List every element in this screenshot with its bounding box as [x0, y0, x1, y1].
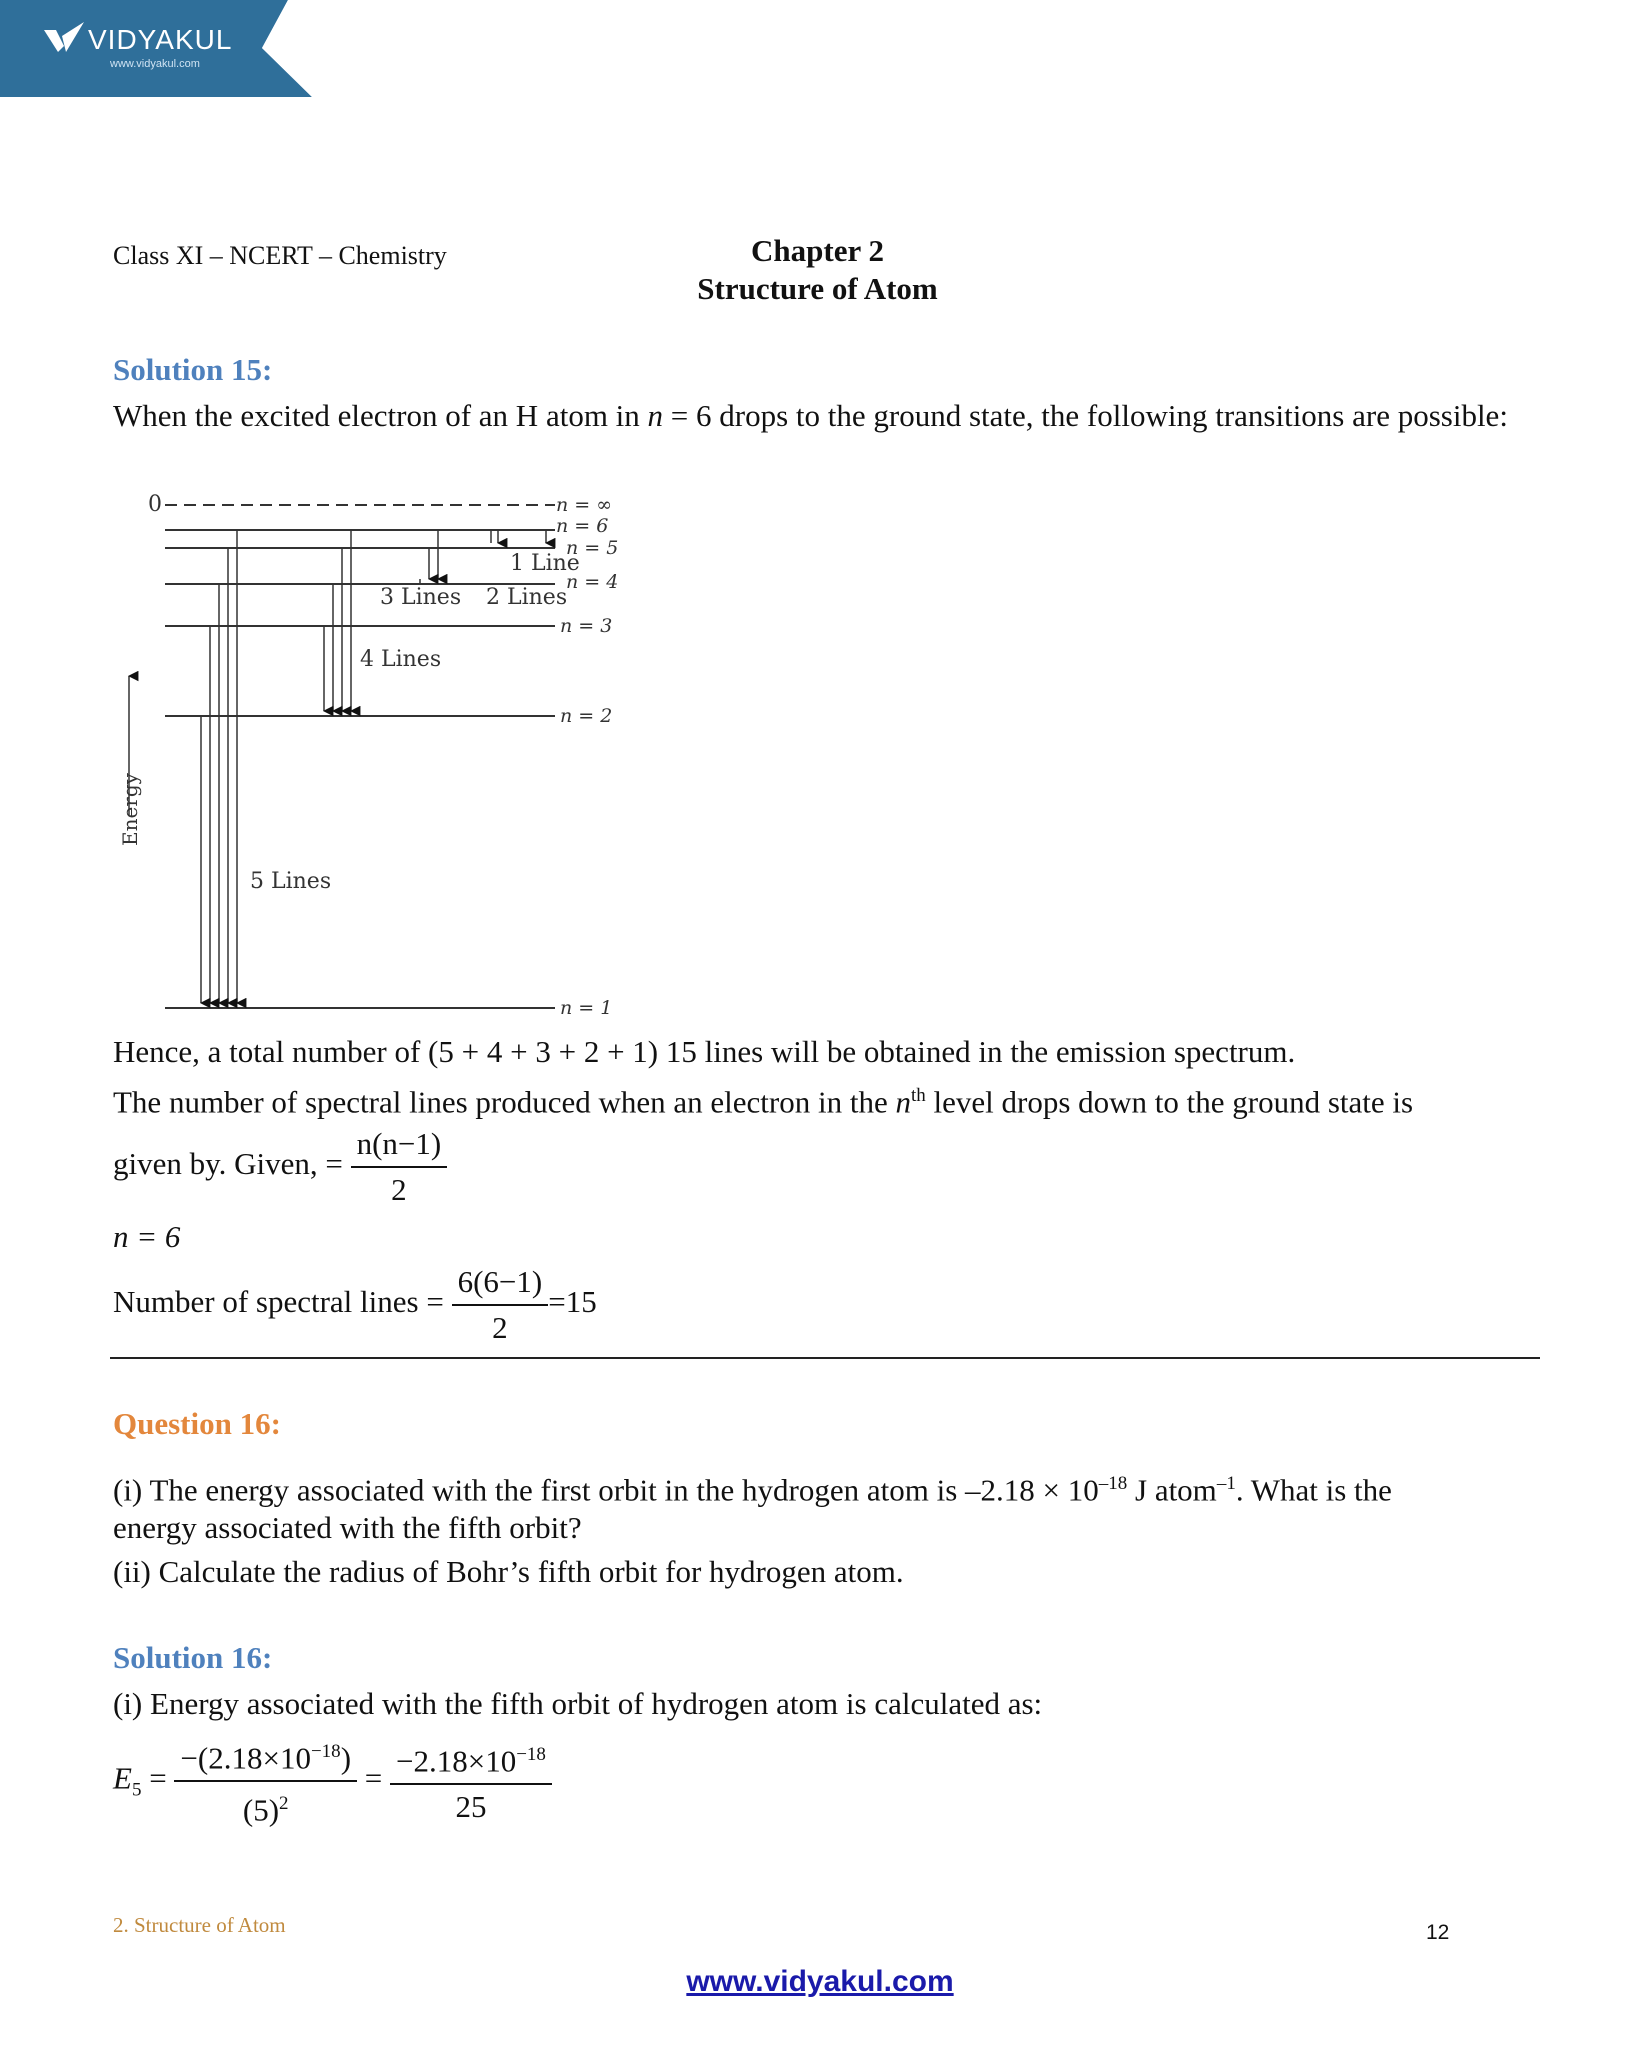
spectral-lines-count: Number of spectral lines = $\frac{6(6-1)}{2}$ =15	[113, 1260, 597, 1350]
question-16-line-2: energy associated with the fifth orbit?	[113, 1510, 582, 1545]
brand-name: VIDYAKUL	[88, 24, 233, 55]
three-lines-label: 3 Lines	[380, 585, 462, 610]
class-label: Class XI – NCERT – Chemistry	[113, 241, 447, 270]
solution-15-heading: Solution 15:	[113, 352, 273, 387]
two-lines-label: 2 Lines	[486, 585, 568, 610]
solution-16-line-1: (i) Energy associated with the fifth orbit of hydrogen atom is calculated as:	[113, 1686, 1043, 1721]
footer-chapter: 2. Structure of Atom	[113, 1913, 286, 1937]
five-lines-label: 5 Lines	[250, 869, 332, 894]
energy-fraction-2: $\frac{-2.18\times 10^{-18}}{25}$	[390, 1733, 552, 1829]
solution-16-heading: Solution 16:	[113, 1640, 273, 1675]
energy-equation: $E_5$ = $\frac{-(2.18\times 10^{-18})}{(5)^2}$ = $\frac{-2.18\times 10^{-18}}{25}$	[113, 1730, 552, 1833]
nth-level-text: The number of spectral lines produced when an electron in the $n^{th}$ level drops down to the ground state is	[113, 1084, 1414, 1120]
level-6-label: n = 6	[556, 515, 609, 537]
four-lines-label: 4 Lines	[360, 647, 442, 672]
level-1-label: n = 1	[560, 997, 613, 1016]
level-5-label: n = 5	[566, 537, 619, 559]
question-16-line-1: (i) The energy associated with the first orbit in the hydrogen atom is $-2.18 \times 10^{-18}$ J atom$^{-1}$. What is the	[113, 1472, 1392, 1508]
website-link[interactable]: www.vidyakul.com	[686, 1965, 954, 1998]
chapter-title: Structure of Atom	[697, 271, 938, 306]
energy-fraction-1: $\frac{-(2.18\times 10^{-18})}{(5)^2}$	[174, 1730, 357, 1833]
formula-fraction: $\frac{n(n-1)}{2}$	[351, 1122, 448, 1212]
level-4-label: n = 4	[566, 571, 619, 593]
section-divider	[110, 1357, 1540, 1359]
formula-line: given by. Given, = $\frac{n(n-1)}{2}$	[113, 1122, 447, 1212]
energy-level-diagram	[110, 486, 630, 1016]
chapter-number: Chapter 2	[751, 233, 884, 268]
energy-axis-label: Energy	[118, 773, 142, 846]
one-line-label: 1 Line	[510, 551, 580, 576]
question-16-line-3: (ii) Calculate the radius of Bohr’s fifth orbit for hydrogen atom.	[113, 1554, 904, 1589]
page-number: 12	[1426, 1921, 1450, 1944]
level-3-label: n = 3	[560, 615, 613, 637]
count-fraction: $\frac{6(6-1)}{2}$	[452, 1260, 549, 1350]
level-inf-label: n = ∞	[556, 494, 613, 516]
total-lines-text: Hence, a total number of (5 + 4 + 3 + 2 + 1) 15 lines will be obtained in the emission spectrum.	[113, 1034, 1296, 1069]
n-value: n = 6	[113, 1219, 181, 1254]
solution-15-intro: When the excited electron of an H atom in n = 6 drops to the ground state, the following transitions are possible:	[113, 398, 1508, 433]
zero-label: 0	[148, 492, 162, 517]
brand-site: www.vidyakul.com	[110, 58, 200, 70]
question-16-heading: Question 16:	[113, 1406, 281, 1441]
level-2-label: n = 2	[560, 705, 613, 727]
